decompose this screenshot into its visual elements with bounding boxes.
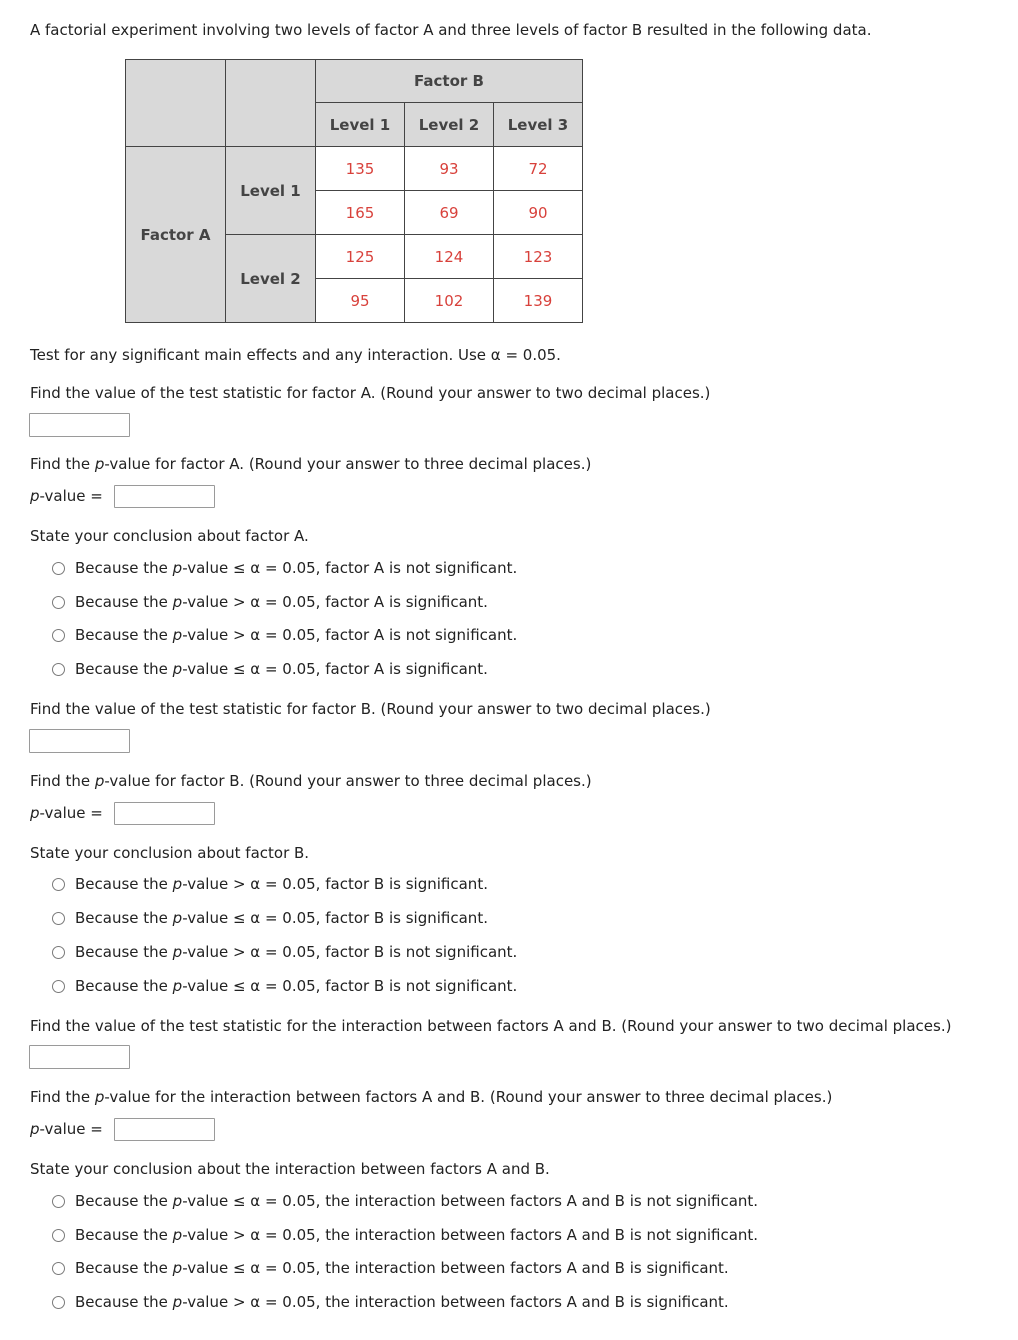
b-level-3-header: Level 3 <box>494 103 583 147</box>
factor-b-stat-input[interactable] <box>29 729 130 753</box>
factor-b-pvalue-label: p-value = <box>30 804 103 822</box>
intro-text: A factorial experiment involving two levels of factor A and three levels of factor B resulted in the following data. <box>30 21 872 39</box>
interaction-stat-prompt: Find the value of the test statistic for the interaction between factors A and B. (Round your answer to two decimal places.) <box>30 1017 952 1035</box>
factor-b-pvalue-input[interactable] <box>114 802 215 825</box>
interaction-option-2-label[interactable]: Because the p-value > α = 0.05, the interaction between factors A and B is not significant. <box>75 1226 759 1244</box>
data-cell: 125 <box>316 235 405 279</box>
data-cell: 69 <box>405 191 494 235</box>
interaction-option-1-label[interactable]: Because the p-value ≤ α = 0.05, the interaction between factors A and B is not significant. <box>75 1192 759 1210</box>
a-level-1-header: Level 1 <box>226 147 316 235</box>
factor-a-header: Factor A <box>126 147 226 323</box>
interaction-conclusion-prompt: State your conclusion about the interaction between factors A and B. <box>30 1160 550 1178</box>
data-cell: 165 <box>316 191 405 235</box>
factor-a-option-2-radio[interactable] <box>52 596 65 609</box>
factor-b-option-4-radio[interactable] <box>52 980 65 993</box>
factor-b-option-4-label[interactable]: Because the p-value ≤ α = 0.05, factor B is not significant. <box>75 977 518 995</box>
factor-b-stat-prompt: Find the value of the test statistic for factor B. (Round your answer to two decimal places.) <box>30 700 711 718</box>
factor-b-header: Factor B <box>316 60 583 103</box>
data-cell: 123 <box>494 235 583 279</box>
data-cell: 135 <box>316 147 405 191</box>
factor-b-option-3-label[interactable]: Because the p-value > α = 0.05, factor B is not significant. <box>75 943 518 961</box>
factor-a-conclusion-prompt: State your conclusion about factor A. <box>30 527 309 545</box>
interaction-option-2-radio[interactable] <box>52 1229 65 1242</box>
factor-b-p-prompt: Find the p-value for factor B. (Round your answer to three decimal places.) <box>30 772 592 790</box>
interaction-pvalue-input[interactable] <box>114 1118 215 1141</box>
factor-a-stat-prompt: Find the value of the test statistic for factor A. (Round your answer to two decimal places.) <box>30 384 711 402</box>
factor-a-option-3-radio[interactable] <box>52 629 65 642</box>
factor-b-option-3-radio[interactable] <box>52 946 65 959</box>
factor-a-option-2-label[interactable]: Because the p-value > α = 0.05, factor A is significant. <box>75 593 488 611</box>
factor-b-option-1-radio[interactable] <box>52 878 65 891</box>
factor-b-option-2-radio[interactable] <box>52 912 65 925</box>
data-cell: 102 <box>405 279 494 323</box>
factor-a-option-4-label[interactable]: Because the p-value ≤ α = 0.05, factor A is significant. <box>75 660 488 678</box>
factor-b-option-1-label[interactable]: Because the p-value > α = 0.05, factor B is significant. <box>75 875 488 893</box>
interaction-option-3-label[interactable]: Because the p-value ≤ α = 0.05, the interaction between factors A and B is significant. <box>75 1259 729 1277</box>
factor-a-pvalue-input[interactable] <box>114 485 215 508</box>
interaction-option-4-label[interactable]: Because the p-value > α = 0.05, the interaction between factors A and B is significant. <box>75 1293 729 1311</box>
data-cell: 93 <box>405 147 494 191</box>
factor-a-option-4-radio[interactable] <box>52 663 65 676</box>
factor-b-conclusion-prompt: State your conclusion about factor B. <box>30 844 310 862</box>
factor-a-option-1-radio[interactable] <box>52 562 65 575</box>
a-level-2-header: Level 2 <box>226 235 316 323</box>
interaction-option-1-radio[interactable] <box>52 1195 65 1208</box>
b-level-1-header: Level 1 <box>316 103 405 147</box>
interaction-stat-input[interactable] <box>29 1045 130 1069</box>
interaction-option-4-radio[interactable] <box>52 1296 65 1309</box>
corner-cell-right <box>226 60 316 147</box>
instruction-text: Test for any significant main effects and any interaction. Use α = 0.05. <box>30 346 561 364</box>
data-cell: 90 <box>494 191 583 235</box>
corner-cell-left <box>126 60 226 147</box>
factor-a-stat-input[interactable] <box>29 413 130 437</box>
factor-a-pvalue-label: p-value = <box>30 487 103 505</box>
data-cell: 95 <box>316 279 405 323</box>
factor-a-p-prompt: Find the p-value for factor A. (Round your answer to three decimal places.) <box>30 455 592 473</box>
factor-a-option-1-label[interactable]: Because the p-value ≤ α = 0.05, factor A is not significant. <box>75 559 518 577</box>
interaction-p-prompt: Find the p-value for the interaction between factors A and B. (Round your answer to three decimal places.) <box>30 1088 833 1106</box>
factor-b-option-2-label[interactable]: Because the p-value ≤ α = 0.05, factor B is significant. <box>75 909 488 927</box>
data-cell: 124 <box>405 235 494 279</box>
data-cell: 72 <box>494 147 583 191</box>
b-level-2-header: Level 2 <box>405 103 494 147</box>
data-table <box>125 59 583 323</box>
factor-a-option-3-label[interactable]: Because the p-value > α = 0.05, factor A is not significant. <box>75 626 518 644</box>
interaction-option-3-radio[interactable] <box>52 1262 65 1275</box>
interaction-pvalue-label: p-value = <box>30 1120 103 1138</box>
data-cell: 139 <box>494 279 583 323</box>
